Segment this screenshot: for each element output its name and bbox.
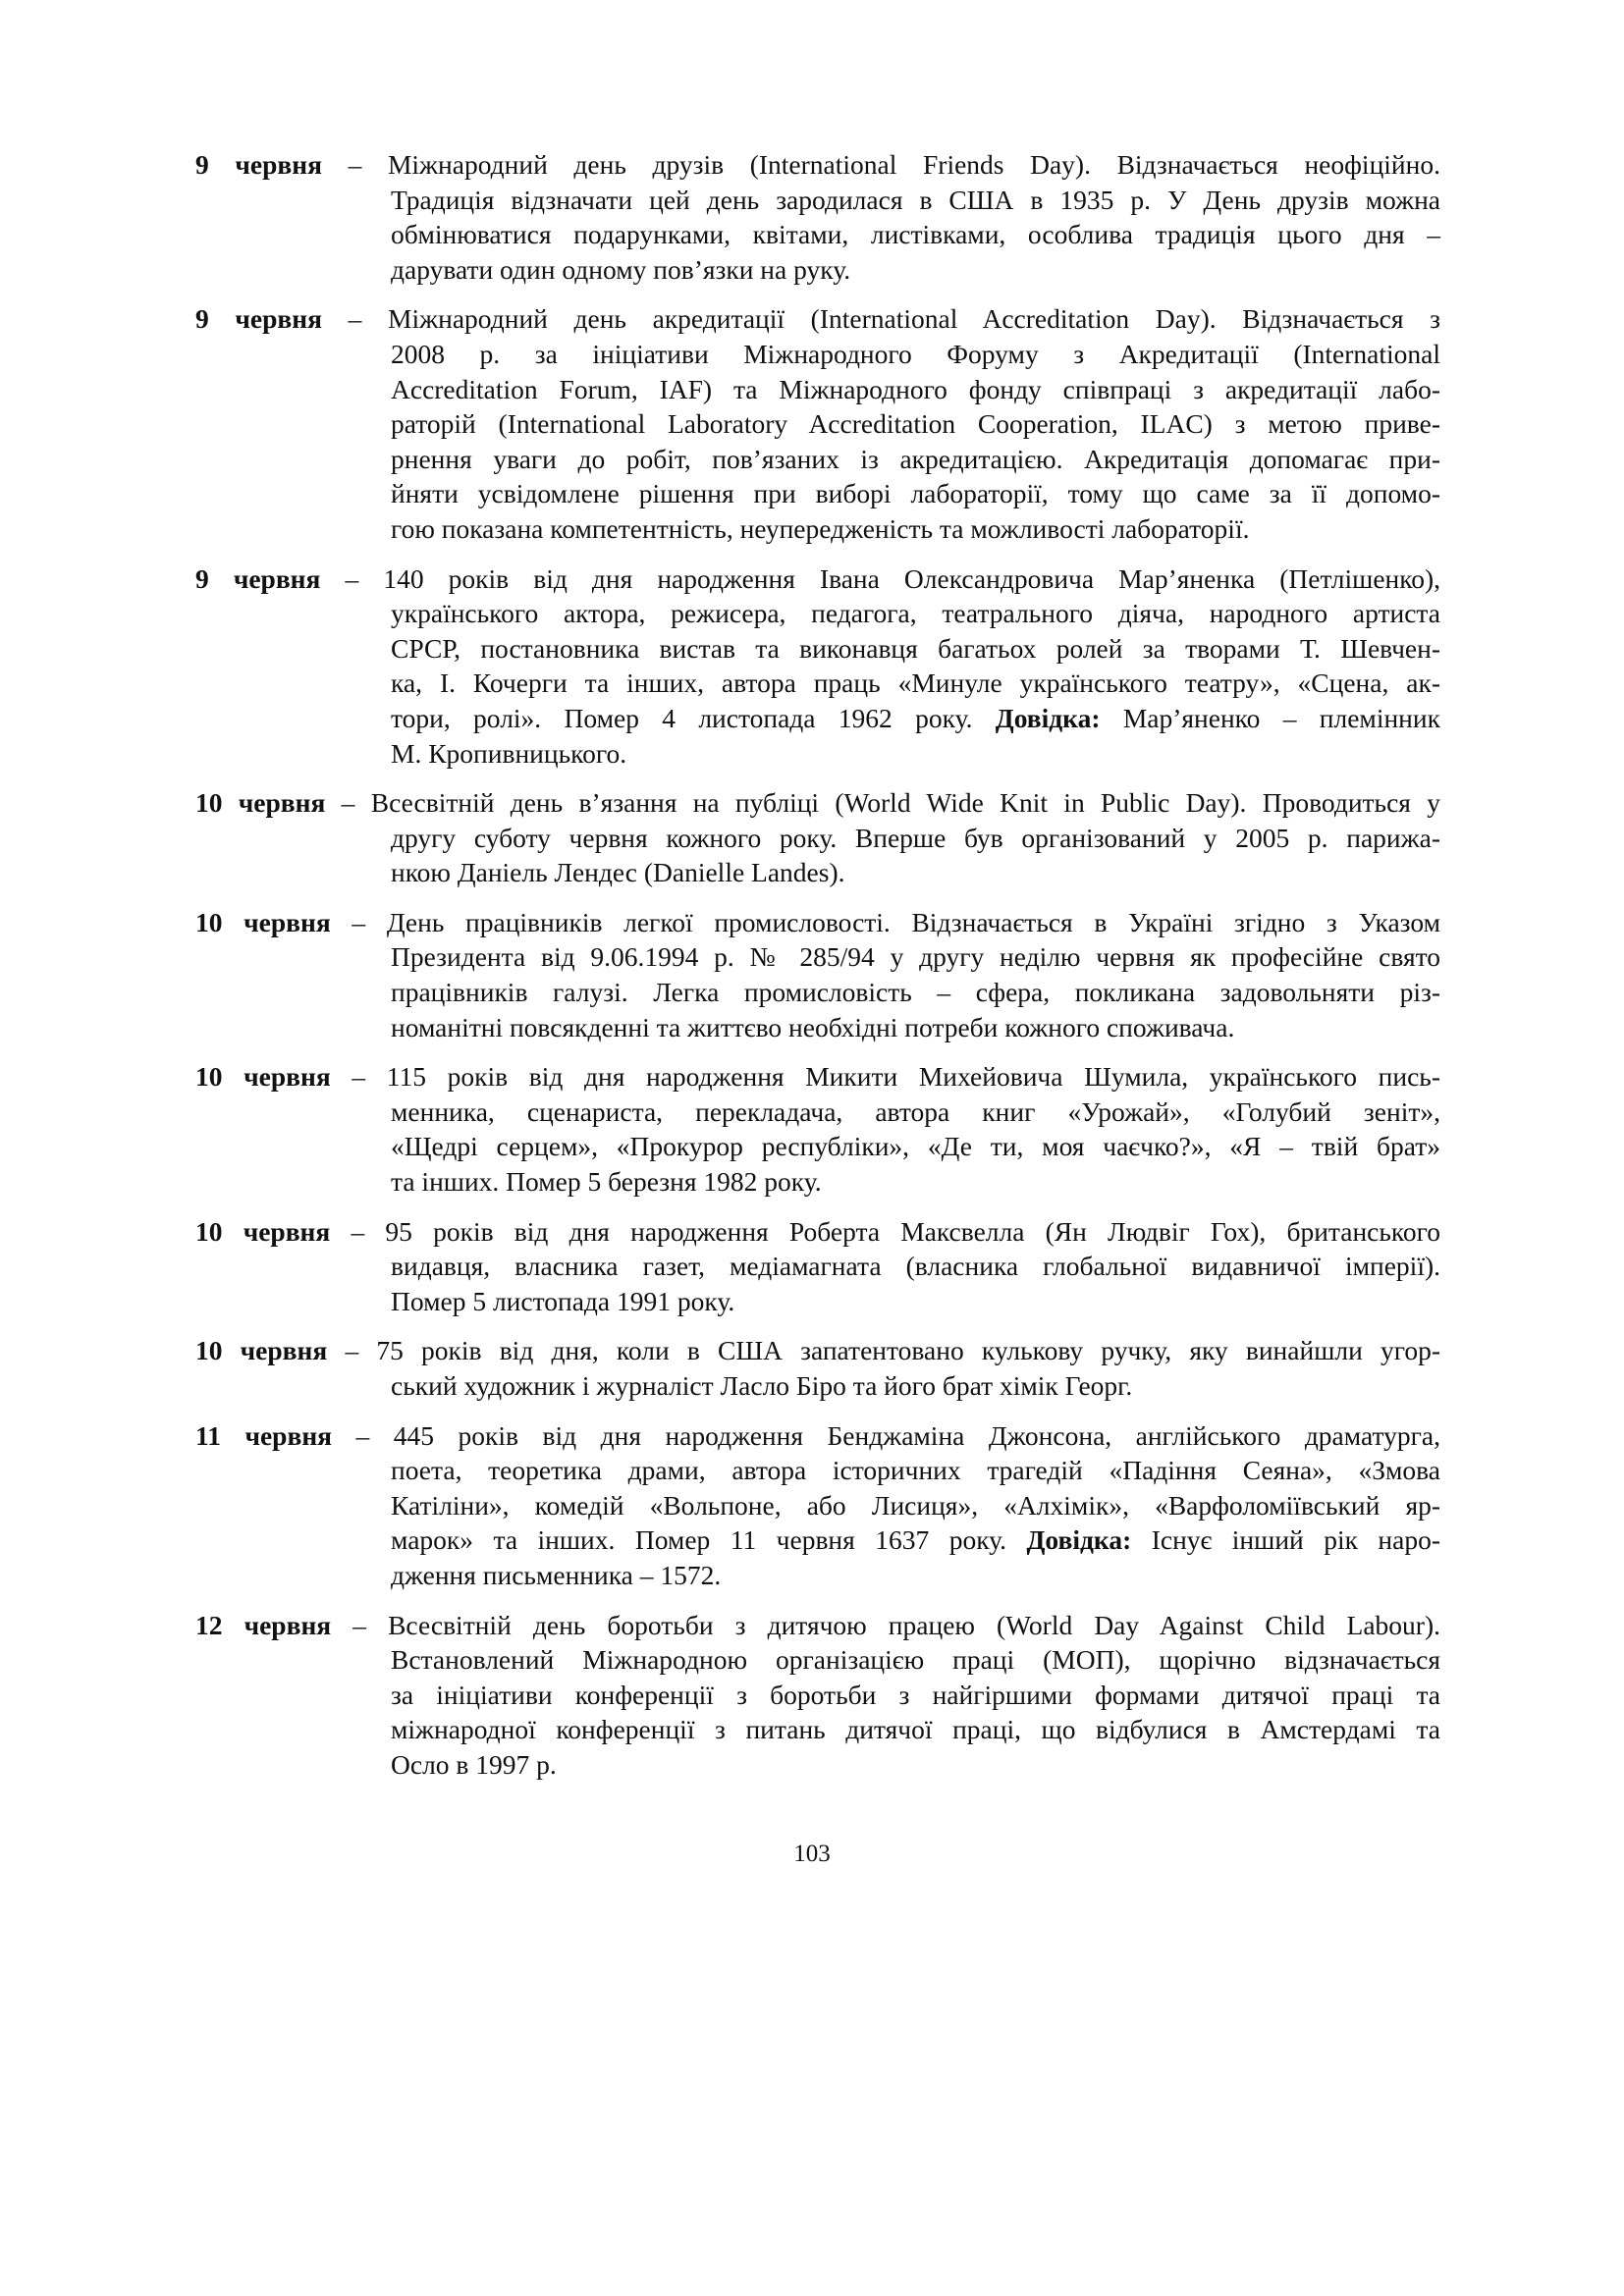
entry-text: за ініціативи конференції з боротьби з найгіршими формами дитячої праці та (391, 1679, 1440, 1710)
entry-line (195, 666, 1440, 701)
entry-text: М. Кропивницького. (391, 737, 627, 769)
entry-line (195, 183, 1440, 218)
entry-line (195, 252, 1440, 288)
entry-line (195, 147, 1440, 183)
entry-text: «Щедрі серцем», «Прокурор республіки», «Де ти, моя чаєчко?», «Я – твій брат» (391, 1131, 1440, 1162)
entry-text: – 75 років від дня, коли в США запатентовано кулькову ручку, яку винайшли угор- (327, 1335, 1440, 1366)
entry-date: 11 червня (195, 1419, 333, 1451)
entry-line (195, 1642, 1440, 1678)
entry-line (195, 975, 1440, 1010)
entry-line (195, 406, 1440, 442)
entry-date: 10 червня (195, 1335, 328, 1366)
calendar-entry (195, 1333, 1440, 1403)
entry-text: – 445 років від дня народження Бенджаміна Джонсона, англійського драматурга, (332, 1419, 1440, 1451)
entry-text: йняти усвідомлене рішення при виборі лабораторії, тому що саме за її допомо- (391, 478, 1440, 509)
calendar-entries (195, 147, 1440, 1797)
entry-line (195, 939, 1440, 975)
entry-text: міжнародної конференції з питань дитячої праці, що відбулися в Амстердамі та (391, 1714, 1440, 1745)
entry-line (195, 1608, 1440, 1643)
entry-text: гою показана компетентність, неупередженість та можливості лабораторії. (391, 512, 1250, 544)
entry-line (195, 301, 1440, 337)
entry-line (195, 855, 1440, 890)
entry-text: – 95 років від дня народження Роберта Максвелла (Ян Людвіг Гох), британського (330, 1215, 1440, 1247)
entry-text: СРСР, постановника вистав та виконавця багатьох ролей за творами Т. Шевчен- (391, 632, 1440, 664)
entry-text: Осло в 1997 р. (391, 1748, 557, 1780)
entry-line (195, 1059, 1440, 1095)
entry-line (195, 1164, 1440, 1200)
entry-line (195, 511, 1440, 547)
entry-date: 9 червня (195, 562, 321, 594)
entry-line (195, 1129, 1440, 1164)
entry-line (195, 1368, 1440, 1404)
entry-text: Accreditation Forum, IAF) та Міжнародного фонду співпраці з акредитації лабо- (391, 373, 1440, 404)
entry-line (195, 1488, 1440, 1523)
entry-text: українського актора, режисера, педагога, театрального діяча, народного артиста (391, 598, 1440, 629)
entry-text: – Міжнародний день друзів (International Friends Day). Відзначається неофіційно. (321, 149, 1440, 180)
entry-text: ський художник і журналіст Ласло Біро та його брат хімік Георг. (391, 1370, 1133, 1401)
entry-text: Існує інший рік наро- (1131, 1524, 1440, 1556)
calendar-entry (195, 1214, 1440, 1319)
entry-text: другу суботу червня кожного року. Вперше був організований у 2005 р. парижа- (391, 822, 1440, 853)
page-number: 103 (793, 1841, 831, 1867)
entry-text: нкою Даніель Лендес (Danielle Landes). (391, 857, 845, 888)
entry-text: – 115 років від дня народження Микити Михейовича Шумила, українського пись- (330, 1061, 1440, 1093)
entry-text: тори, ролі». Помер 4 листопада 1962 року. (391, 702, 996, 733)
entry-text: дарувати один одному пов’язки на руку. (391, 253, 851, 285)
entry-text: марок» та інших. Помер 11 червня 1637 року. (391, 1524, 1027, 1556)
entry-note-label: Довідка: (1026, 1524, 1132, 1556)
entry-line (195, 1747, 1440, 1783)
entry-date: 9 червня (195, 303, 322, 335)
entry-line (195, 372, 1440, 407)
entry-text: рнення уваги до робіт, пов’язаних із акредитацією. Акредитація допомагає при- (391, 443, 1440, 474)
entry-text: та інших. Помер 5 березня 1982 року. (391, 1166, 822, 1198)
entry-text: Традиція відзначати цей день зародилася в США в 1935 р. У День друзів можна (391, 184, 1440, 215)
entry-line (195, 1284, 1440, 1319)
calendar-entry (195, 1059, 1440, 1199)
calendar-entry (195, 1608, 1440, 1783)
entry-text: – Міжнародний день акредитації (International Accreditation Day). Відзначається з (321, 303, 1440, 335)
entry-line (195, 1418, 1440, 1454)
entry-line (195, 1558, 1440, 1593)
entry-text: 2008 р. за ініціативи Міжнародного Форуму з Акредитації (International (391, 338, 1440, 369)
entry-line (195, 1214, 1440, 1250)
calendar-entry (195, 1418, 1440, 1593)
calendar-entry (195, 905, 1440, 1044)
calendar-entry (195, 785, 1440, 890)
entry-line (195, 1095, 1440, 1130)
entry-text: – 140 років від дня народження Івана Олександровича Мар’яненка (Петлішенко), (320, 562, 1441, 594)
entry-text: працівників галузі. Легка промисловість – сфера, покликана задовольняти різ- (391, 977, 1440, 1008)
entry-line (195, 561, 1440, 597)
entry-line (195, 1712, 1440, 1747)
entry-date: 12 червня (195, 1609, 332, 1640)
entry-line (195, 785, 1440, 821)
entry-line (195, 1333, 1440, 1368)
entry-line (195, 217, 1440, 252)
entry-text: ка, І. Кочерги та інших, автора праць «Минуле українського театру», «Сцена, ак- (391, 667, 1440, 699)
entry-text: менника, сценариста, перекладача, автора книг «Урожай», «Голубий зеніт», (391, 1095, 1440, 1127)
entry-line (195, 1010, 1440, 1045)
entry-line (195, 596, 1440, 631)
entry-text: – Всесвітній день боротьби з дитячою працею (World Day Against Child Labour). (331, 1609, 1440, 1640)
entry-line (195, 736, 1440, 772)
entry-line (195, 476, 1440, 511)
entry-line (195, 1678, 1440, 1713)
entry-line (195, 337, 1440, 372)
calendar-entry (195, 147, 1440, 287)
entry-text: дження письменника – 1572. (391, 1559, 722, 1590)
entry-line (195, 1453, 1440, 1488)
entry-date: 10 червня (195, 1061, 331, 1093)
entry-text: поета, теоретика драми, автора історичних трагедій «Падіння Сеяна», «Змова (391, 1455, 1440, 1486)
calendar-entry (195, 561, 1440, 772)
entry-line (195, 1522, 1440, 1558)
entry-line (195, 442, 1440, 477)
entry-line (195, 631, 1440, 667)
calendar-entry (195, 301, 1440, 546)
entry-date: 10 червня (195, 1215, 331, 1247)
entry-text: Помер 5 листопада 1991 року. (391, 1285, 735, 1316)
entry-text: видавця, власника газет, медіамагната (власника глобальної видавничої імперії). (391, 1251, 1440, 1282)
entry-text: – День працівників легкої промисловості. Відзначається в Україні згідно з Указом (330, 906, 1440, 937)
entry-line (195, 905, 1440, 940)
entry-line (195, 701, 1440, 736)
entry-date: 9 червня (195, 149, 322, 180)
entry-text: Мар’яненко – племінник (1100, 702, 1440, 733)
entry-line (195, 821, 1440, 856)
entry-text: – Всесвітній день в’язання на публіці (World Wide Knit in Public Day). Проводиться у (325, 787, 1440, 819)
entry-text: номанітні повсякденні та життєво необхідні потреби кожного споживача. (391, 1011, 1235, 1042)
entry-text: раторій (International Laboratory Accreditation Cooperation, ILAC) з метою приве- (391, 408, 1440, 440)
entry-text: обмінюватися подарунками, квітами, листівками, особлива традиція цього дня – (391, 219, 1440, 250)
entry-date: 10 червня (195, 787, 326, 819)
entry-note-label: Довідка: (995, 702, 1101, 733)
entry-text: Встановлений Міжнародною організацією праці (МОП), щорічно відзначається (391, 1644, 1440, 1676)
entry-text: Президента від 9.06.1994 р. № 285/94 у другу неділю червня як професійне свято (391, 941, 1440, 973)
entry-text: Катіліни», комедій «Вольпоне, або Лисиця», «Алхімік», «Варфоломіївський яр- (391, 1489, 1440, 1521)
entry-date: 10 червня (195, 906, 331, 937)
entry-line (195, 1249, 1440, 1284)
